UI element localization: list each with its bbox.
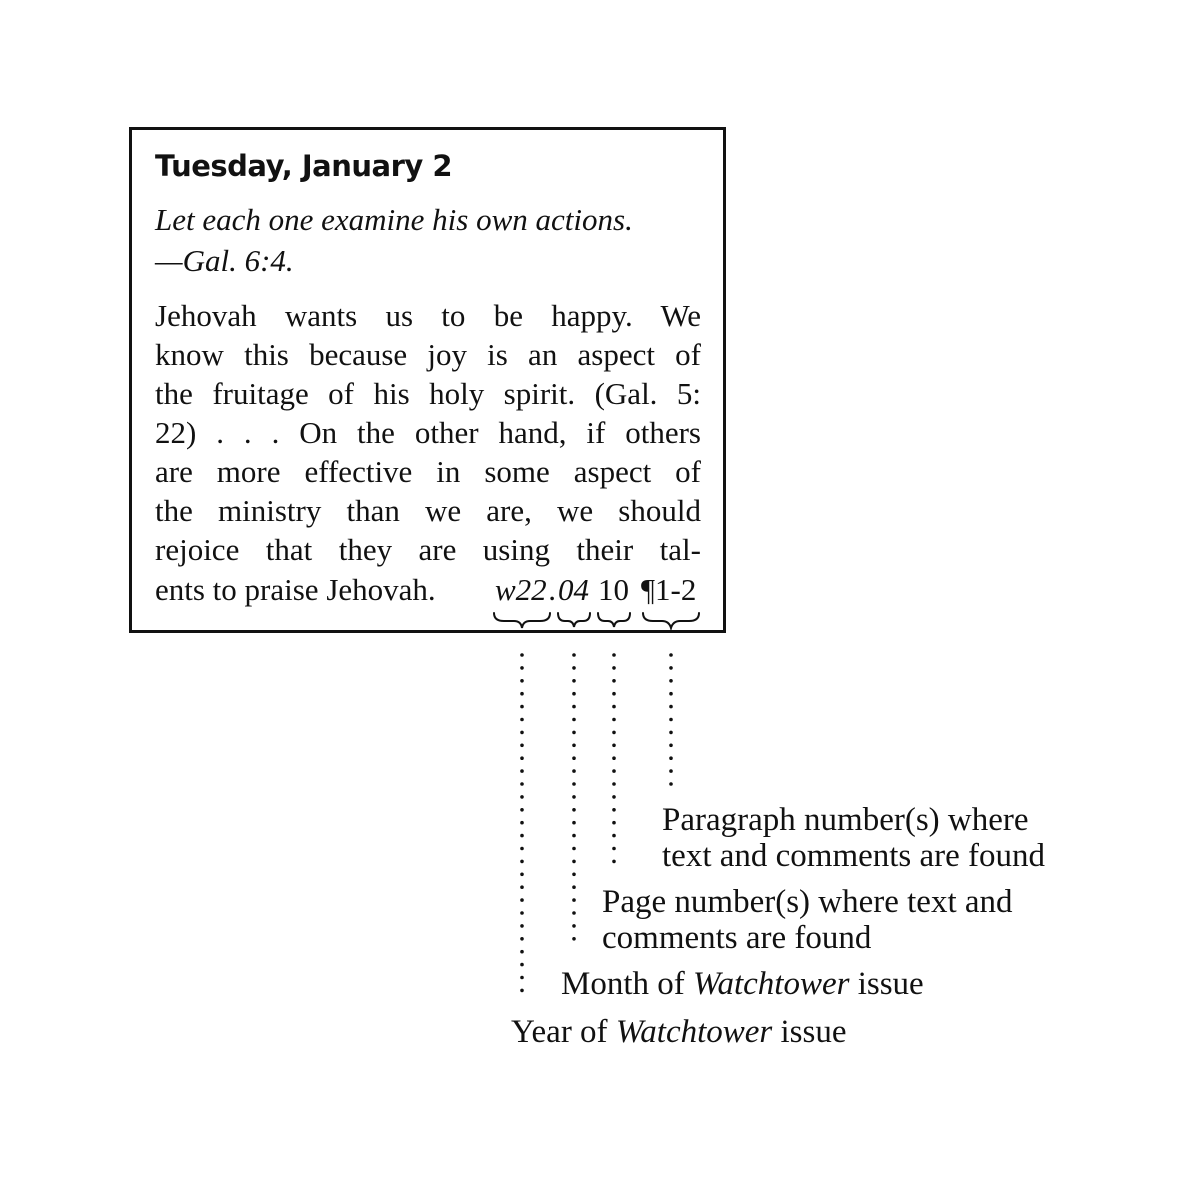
year-caption-suffix: issue (780, 1014, 847, 1050)
body-text-line: the ministry than we are, we should (155, 493, 701, 528)
citation-paragraph: ¶1-2 (641, 572, 697, 607)
paragraph-caption-line2: text and comments are found (662, 838, 1046, 874)
body-text-line: rejoice that they are using their tal- (155, 532, 701, 567)
page-caption-line1: Page number(s) where text and (602, 884, 1013, 920)
paragraph-brace (643, 613, 699, 628)
year-caption-prefix: Year of (511, 1014, 608, 1050)
month-caption (561, 966, 924, 1003)
year-caption-publication: Watchtower (615, 1014, 773, 1050)
month-brace (558, 613, 590, 627)
paragraph-caption-line1: Paragraph number(s) where (662, 802, 1029, 838)
entry-date: Tuesday, January 2 (155, 149, 453, 183)
body-text-line: know this because joy is an aspect of (155, 337, 701, 372)
body-text-line: Jehovah wants us to be happy. We (155, 298, 701, 333)
body-text-last-line: ents to praise Jehovah. (155, 572, 436, 607)
citation-month: 04 (558, 572, 589, 607)
month-caption-publication: Watchtower (693, 966, 850, 1002)
year-caption (511, 1014, 847, 1051)
citation-page: 10 (598, 572, 629, 607)
year-brace (494, 613, 550, 628)
month-caption-prefix: Month of (561, 966, 685, 1002)
page-brace (598, 613, 630, 627)
body-text-line: the fruitage of his holy spirit. (Gal. 5: (155, 376, 701, 411)
scripture-quote: Let each one examine his own actions. (155, 202, 633, 237)
body-text-line: 22) . . . On the other hand, if others (155, 415, 701, 450)
scripture-reference: —Gal. 6:4. (155, 243, 294, 278)
month-caption-suffix: issue (857, 966, 924, 1002)
page-caption-line2: comments are found (602, 920, 872, 956)
citation-year: w22 (495, 572, 547, 607)
body-text-line: are more effective in some aspect of (155, 454, 701, 489)
citation-separator: . (549, 572, 557, 607)
